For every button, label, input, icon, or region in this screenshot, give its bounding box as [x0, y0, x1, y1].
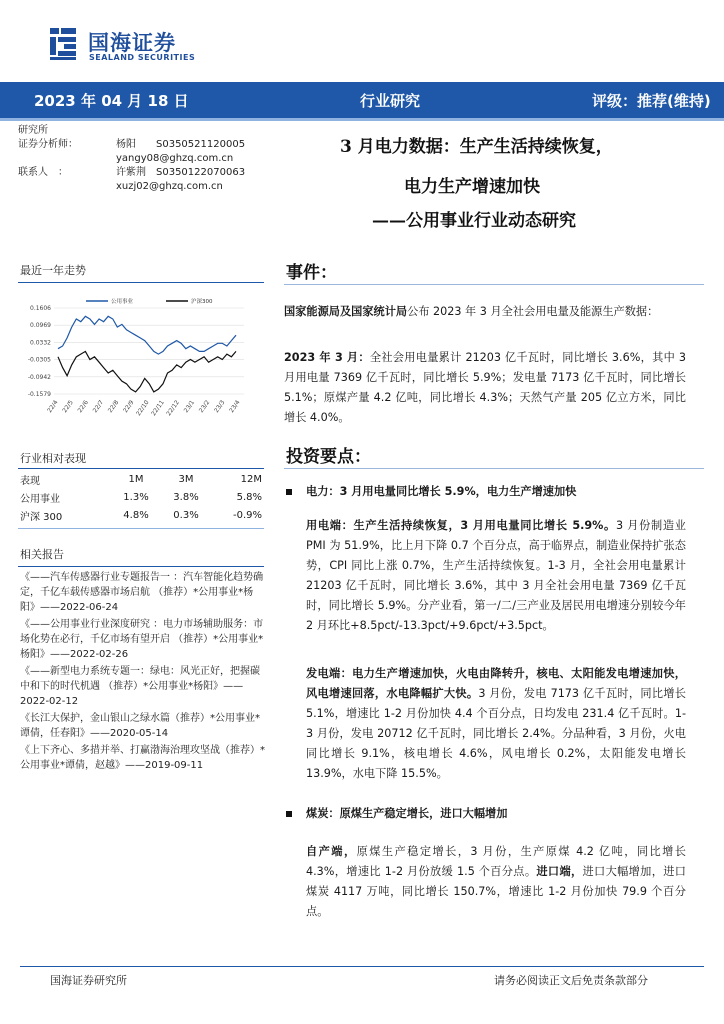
- trend-chart: [18, 290, 254, 430]
- bullet-square-icon: [286, 811, 292, 817]
- y-tick-label: 0.0969: [30, 322, 51, 330]
- footer-disclaimer: 请务必阅读正文后免责条款部分: [494, 974, 648, 987]
- power-demand-paragraph: [306, 516, 686, 636]
- demand-lead: 用电端：生产生活持续恢复，3 月用电量同比增长 5.9%。: [306, 519, 616, 532]
- coal-domestic-lead: 自产端，: [306, 845, 357, 858]
- perf-section-title: 行业相对表现: [20, 452, 86, 465]
- report-title-line2: 电力生产增速加快: [404, 177, 540, 197]
- x-tick-label: 22/8: [106, 399, 121, 415]
- report-title-line1: 3 月电力数据：生产生活持续恢复，: [340, 137, 613, 157]
- legend-utilities: 公用事业: [111, 299, 134, 305]
- supply-lead: 发电端：电力生产增速加快，火电由降转升，核电、太阳能发电增速加快，风电增速回落，水电降幅扩大快。: [306, 667, 686, 700]
- report-category: 行业研究: [360, 92, 421, 110]
- related-report-link[interactable]: 《——公用事业行业深度研究 ：电力市场辅助服务：市场化势在必行，千亿市场有望开启 （推荐）*公用事业*杨阳》——2022-02-26: [20, 619, 264, 660]
- analyst-email[interactable]: yangy08@ghzq.com.cn: [116, 153, 234, 164]
- x-tick-label: 23/1: [182, 399, 197, 415]
- analyst-id: S0350521120005: [156, 139, 246, 150]
- coal-paragraph: [306, 842, 686, 922]
- bullet-power: 电力：3 月用电量同比增长 5.9%，电力生产增速加快: [306, 485, 577, 498]
- industry-perf-table: [20, 470, 266, 524]
- footer-divider: [20, 966, 704, 967]
- related-report-link[interactable]: 《上下齐心、多措并举、打赢渤海治理攻坚战（推荐）*公用事业*谭倩，赵越》——2019-09-11: [20, 745, 265, 771]
- y-tick-label: -0.0305: [27, 356, 51, 364]
- table-header-row: [20, 470, 266, 488]
- contact-name: 许紫荆: [116, 167, 146, 178]
- report-date: 2023 年 04 月 18 日: [34, 92, 189, 110]
- table-cell: 0.3%: [173, 509, 199, 521]
- table-cell: 5.8%: [236, 491, 262, 503]
- contact-email[interactable]: xuzj02@ghzq.com.cn: [116, 181, 223, 192]
- x-tick-label: 22/10: [134, 399, 151, 418]
- legend-csi300: 沪深300: [191, 299, 213, 305]
- y-tick-label: 0.1606: [30, 305, 51, 312]
- trend-section-title: 最近一年走势: [20, 264, 86, 277]
- report-subtitle: ——公用事业行业动态研究: [372, 211, 576, 231]
- x-tick-label: 22/6: [76, 399, 90, 415]
- series-line-csi300: [58, 351, 236, 392]
- header-cell: 12M: [240, 473, 262, 485]
- x-tick-label: 23/2: [197, 399, 212, 415]
- x-tick-label: 23/3: [213, 399, 227, 415]
- divider: [18, 528, 264, 529]
- coal-import-lead: 进口端，: [536, 865, 583, 878]
- analyst-role: 证券分析师：: [18, 139, 78, 150]
- x-tick-label: 22/9: [122, 399, 136, 415]
- supply-text: 3 月份，发电 7173 亿千瓦时，同比增长 5.1%，增速比 1-2 月份加快 4.4 个百分点，日均发电 231.4 亿千瓦时。1-3 月份，发电 20712 亿千瓦时，同比增长 2.4%。分品种看，3 月份，火电同比增长 9.1%，核电增长 4.6%，风电增长 0.2%，太阳能发电增长 13.9%，水电下降 15.5%。: [306, 687, 686, 780]
- y-tick-label: -0.1579: [27, 391, 51, 398]
- table-cell: 沪深 300: [20, 511, 63, 523]
- event-text: 全社会用电量累计 21203 亿千瓦时，同比增长 3.6%，其中 3 月用电量 7369 亿千瓦时，同比增长 5.9%；发电量 7173 亿千瓦时，同比增长 5.1%；原煤产量 4.2 亿吨，同比增长 4.3%；天然气产量 205 亿立方米，同比增长 4.0%。: [284, 351, 686, 424]
- header-cell: 3M: [178, 473, 194, 485]
- event-date-label: 2023 年 3 月：: [284, 351, 370, 364]
- related-report-link[interactable]: 《——汽车传感器行业专题报告一 ：汽车智能化趋势确定，千亿车载传感器市场启航 （推荐）*公用事业*杨阳》——2022-06-24: [20, 572, 264, 613]
- divider: [18, 468, 264, 469]
- x-tick-label: 22/4: [46, 399, 60, 415]
- table-row: [20, 488, 266, 506]
- related-reports-list: [20, 570, 266, 775]
- table-cell: 公用事业: [20, 493, 60, 505]
- header-banner-stripe: [0, 118, 724, 121]
- contact-role: 联系人 ：: [18, 167, 68, 178]
- event-source: 国家能源局及国家统计局: [284, 305, 408, 318]
- sealand-logo-icon: [48, 26, 78, 62]
- x-tick-label: 22/7: [91, 399, 106, 415]
- event-text: 公布 2023 年 3 月全社会用电量及能源生产数据：: [407, 305, 659, 318]
- event-heading: 事件：: [286, 263, 337, 283]
- analyst-name: 杨阳: [116, 139, 136, 150]
- table-cell: -0.9%: [232, 509, 262, 521]
- coal-domestic-text: 原煤生产稳定增长，3 月份，生产原煤 4.2 亿吨，同比增长 4.3%，增速比 1-2 月份放缓 1.5 个百分点。: [306, 845, 686, 878]
- header-cell: 1M: [128, 473, 144, 485]
- contact-id: S0350122070063: [156, 167, 246, 178]
- institute-label: 研究所: [18, 125, 48, 136]
- bullet-square-icon: [286, 489, 292, 495]
- coal-import-text: 进口大幅增加，进口煤炭 4117 万吨，同比增长 150.7%，增速比 1-2 月份加快 79.9 个百分点。: [306, 865, 686, 918]
- series-line-utilities: [58, 316, 236, 354]
- bullet-coal: 煤炭：原煤生产稳定增长，进口大幅增加: [306, 807, 508, 820]
- related-report-link[interactable]: 《——新型电力系统专题一：绿电：风光正好，把握碳中和下的时代机遇 （推荐）*公用事业*杨阳》——2022-02-12: [20, 666, 260, 707]
- power-supply-paragraph: [306, 664, 686, 784]
- table-cell: 1.3%: [123, 491, 149, 503]
- report-rating: 评级：推荐(维持): [592, 92, 711, 110]
- x-tick-label: 23/4: [228, 399, 242, 415]
- table-row: [20, 506, 266, 524]
- event-paragraph-1: [284, 302, 686, 322]
- event-paragraph-2: [284, 348, 686, 428]
- divider: [18, 282, 264, 283]
- footer-institute: 国海证券研究所: [50, 974, 127, 987]
- x-tick-label: 22/11: [150, 399, 166, 418]
- x-tick-label: 22/5: [61, 399, 75, 415]
- table-cell: 4.8%: [123, 509, 149, 521]
- y-tick-label: 0.0332: [30, 339, 51, 347]
- header-cell: 表现: [20, 475, 40, 487]
- brand-name: 国海证券: [88, 31, 176, 55]
- y-tick-label: -0.0942: [27, 373, 51, 381]
- x-tick-label: 22/12: [165, 399, 181, 418]
- divider: [18, 566, 264, 567]
- investment-heading: 投资要点：: [286, 447, 371, 467]
- brand-name-en: SEALAND SECURITIES: [89, 53, 196, 62]
- divider: [284, 284, 704, 285]
- demand-text: 3 月份制造业 PMI 为 51.9%，比上月下降 0.7 个百分点，高于临界点，制造业保持扩张态势，CPI 同比上涨 0.7%，生产生活持续恢复。1-3 月，全社会用电量累计 21203 亿千瓦时，同比增长 3.6%，其中 3 月全社会用电量 7369 亿千瓦时，同比增长 5.9%。分产业看，第一/二/三产业及居民用电增速分别较今年 2 月环比+8.5pct/-13.3pct/+9.6pct/+3.5pct。: [306, 519, 686, 632]
- divider: [284, 468, 704, 469]
- table-cell: 3.8%: [173, 491, 199, 503]
- related-section-title: 相关报告: [20, 548, 64, 561]
- related-report-link[interactable]: 《长江大保护，金山银山之绿水篇（推荐）*公用事业*谭倩，任春阳》——2020-05-14: [20, 713, 260, 739]
